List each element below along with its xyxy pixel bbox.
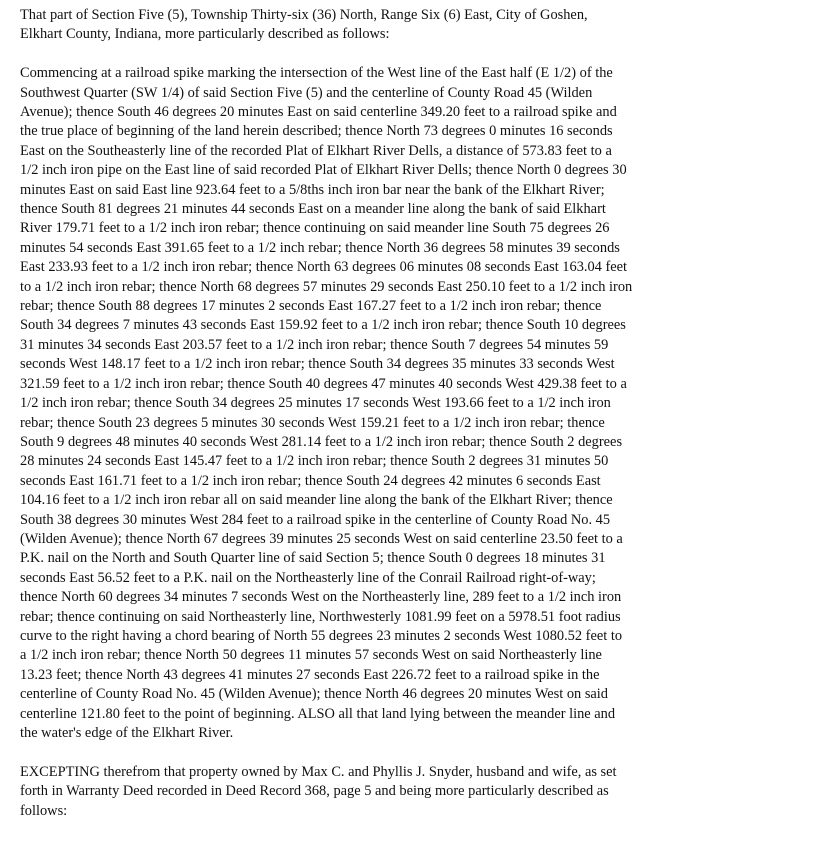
- description-line: centerline of County Road No. 45 (Wilden Avenue); thence North 46 degrees 20 minutes West on said: [20, 686, 609, 703]
- description-line: minutes 54 seconds East 391.65 feet to a 1/2 inch rebar; thence North 36 degrees 58 minutes 39 seconds: [20, 239, 620, 256]
- description-line: thence South 81 degrees 21 minutes 44 seconds East on a meander line along the bank of said Elkhart: [20, 201, 606, 218]
- excepting-line: forth in Warranty Deed recorded in Deed Record 368, page 5 and being more particularly described as: [20, 783, 609, 800]
- description-line: Avenue); thence South 46 degrees 20 minutes East on said centerline 349.20 feet to a railroad spike and: [20, 104, 617, 121]
- description-line: South 9 degrees 48 minutes 40 seconds West 281.14 feet to a 1/2 inch iron rebar; thence South 2 degrees: [20, 433, 623, 450]
- description-line: East on the Southeasterly line of the recorded Plat of Elkhart River Dells, a distance of 573.83 feet to a: [20, 142, 612, 159]
- description-line: South 34 degrees 7 minutes 43 seconds East 159.92 feet to a 1/2 inch iron rebar; thence South 10 degrees: [20, 317, 626, 334]
- description-line: 104.16 feet to a 1/2 inch iron rebar all on said meander line along the bank of the Elkhart River; thence: [20, 492, 613, 509]
- excepting-line: EXCEPTING therefrom that property owned by Max C. and Phyllis J. Snyder, husband and wife, as set: [20, 763, 617, 780]
- description-line: rebar; thence continuing on said Northeasterly line, Northwesterly 1081.99 feet on a 5978.51 foot radius: [20, 608, 621, 625]
- paragraph-spacer: [20, 743, 748, 762]
- metes-and-bounds-paragraph: [20, 64, 748, 743]
- intro-line: That part of Section Five (5), Township Thirty-six (36) North, Range Six (6) East, City of Goshen,: [20, 7, 588, 23]
- description-line: to a 1/2 inch iron rebar; thence North 68 degrees 57 minutes 29 seconds East 250.10 feet to a 1/2 inch iron: [20, 278, 633, 295]
- description-line: minutes East on said East line 923.64 feet to a 5/8ths inch iron bar near the bank of the Elkhart River;: [20, 181, 605, 198]
- description-line: P.K. nail on the North and South Quarter line of said Section 5; thence South 0 degrees 18 minutes 31: [20, 550, 606, 567]
- description-line: thence North 60 degrees 34 minutes 7 seconds West on the Northeasterly line, 289 feet to a 1/2 inch iron: [20, 589, 622, 606]
- description-line: rebar; thence South 88 degrees 17 minutes 2 seconds East 167.27 feet to a 1/2 inch iron rebar; thence: [20, 298, 602, 315]
- intro-paragraph: [20, 6, 748, 45]
- description-line: the water's edge of the Elkhart River.: [20, 725, 234, 742]
- description-line: seconds East 56.52 feet to a P.K. nail on the Northeasterly line of the Conrail Railroad right-of-way;: [20, 569, 596, 586]
- description-line: 321.59 feet to a 1/2 inch iron rebar; thence South 40 degrees 47 minutes 40 seconds West 429.38 feet to a: [20, 375, 627, 392]
- description-line: the true place of beginning of the land herein described; thence North 73 degrees 0 minutes 16 seconds: [20, 123, 613, 140]
- description-line: a 1/2 inch iron rebar; thence North 50 degrees 11 minutes 57 seconds West on said Northeasterly line: [20, 647, 602, 664]
- description-line: 1/2 inch iron pipe on the East line of said recorded Plat of Elkhart River Dells; thence North 0 degrees 30: [20, 162, 627, 179]
- description-line: (Wilden Avenue); thence North 67 degrees 39 minutes 25 seconds West on said centerline 23.50 feet to a: [20, 530, 623, 547]
- paragraph-spacer: [20, 45, 748, 64]
- description-line: East 233.93 feet to a 1/2 inch iron rebar; thence North 63 degrees 06 minutes 08 seconds East 163.04 feet: [20, 259, 628, 276]
- intro-line: Elkhart County, Indiana, more particularly described as follows:: [20, 26, 390, 43]
- description-line: 31 minutes 34 seconds East 203.57 feet to a 1/2 inch iron rebar; thence South 7 degrees 54 minutes 59: [20, 336, 609, 353]
- description-line: centerline 121.80 feet to the point of beginning. ALSO all that land lying between the meander line and: [20, 705, 616, 722]
- excepting-line: follows:: [20, 802, 68, 819]
- description-line: seconds East 161.71 feet to a 1/2 inch iron rebar; thence South 24 degrees 42 minutes 6 seconds East: [20, 472, 601, 489]
- description-line: Southwest Quarter (SW 1/4) of said Section Five (5) and the centerline of County Road 45 (Wilden: [20, 84, 593, 101]
- description-line: rebar; thence South 23 degrees 5 minutes 30 seconds West 159.21 feet to a 1/2 inch iron rebar; thence: [20, 414, 605, 431]
- description-line: seconds West 148.17 feet to a 1/2 inch iron rebar; thence South 34 degrees 35 minutes 33 seconds West: [20, 356, 615, 373]
- legal-description-page: [20, 6, 748, 821]
- description-line: 13.23 feet; thence North 43 degrees 41 minutes 27 seconds East 226.72 feet to a railroad spike in the: [20, 666, 600, 683]
- excepting-paragraph: [20, 763, 748, 821]
- description-line: 28 minutes 24 seconds East 145.47 feet to a 1/2 inch iron rebar; thence South 2 degrees 31 minutes 50: [20, 453, 609, 470]
- description-line: curve to the right having a chord bearing of North 55 degrees 23 minutes 2 seconds West 1080.52 feet to: [20, 627, 623, 644]
- description-line: 1/2 inch iron rebar; thence South 34 degrees 25 minutes 17 seconds West 193.66 feet to a 1/2 inch iron: [20, 395, 611, 412]
- description-line: Commencing at a railroad spike marking the intersection of the West line of the East half (E 1/2) of the: [20, 65, 613, 82]
- description-line: South 38 degrees 30 minutes West 284 feet to a railroad spike in the centerline of County Road No. 45: [20, 511, 611, 528]
- description-line: River 179.71 feet to a 1/2 inch iron rebar; thence continuing on said meander line South 75 degrees 26: [20, 220, 610, 237]
